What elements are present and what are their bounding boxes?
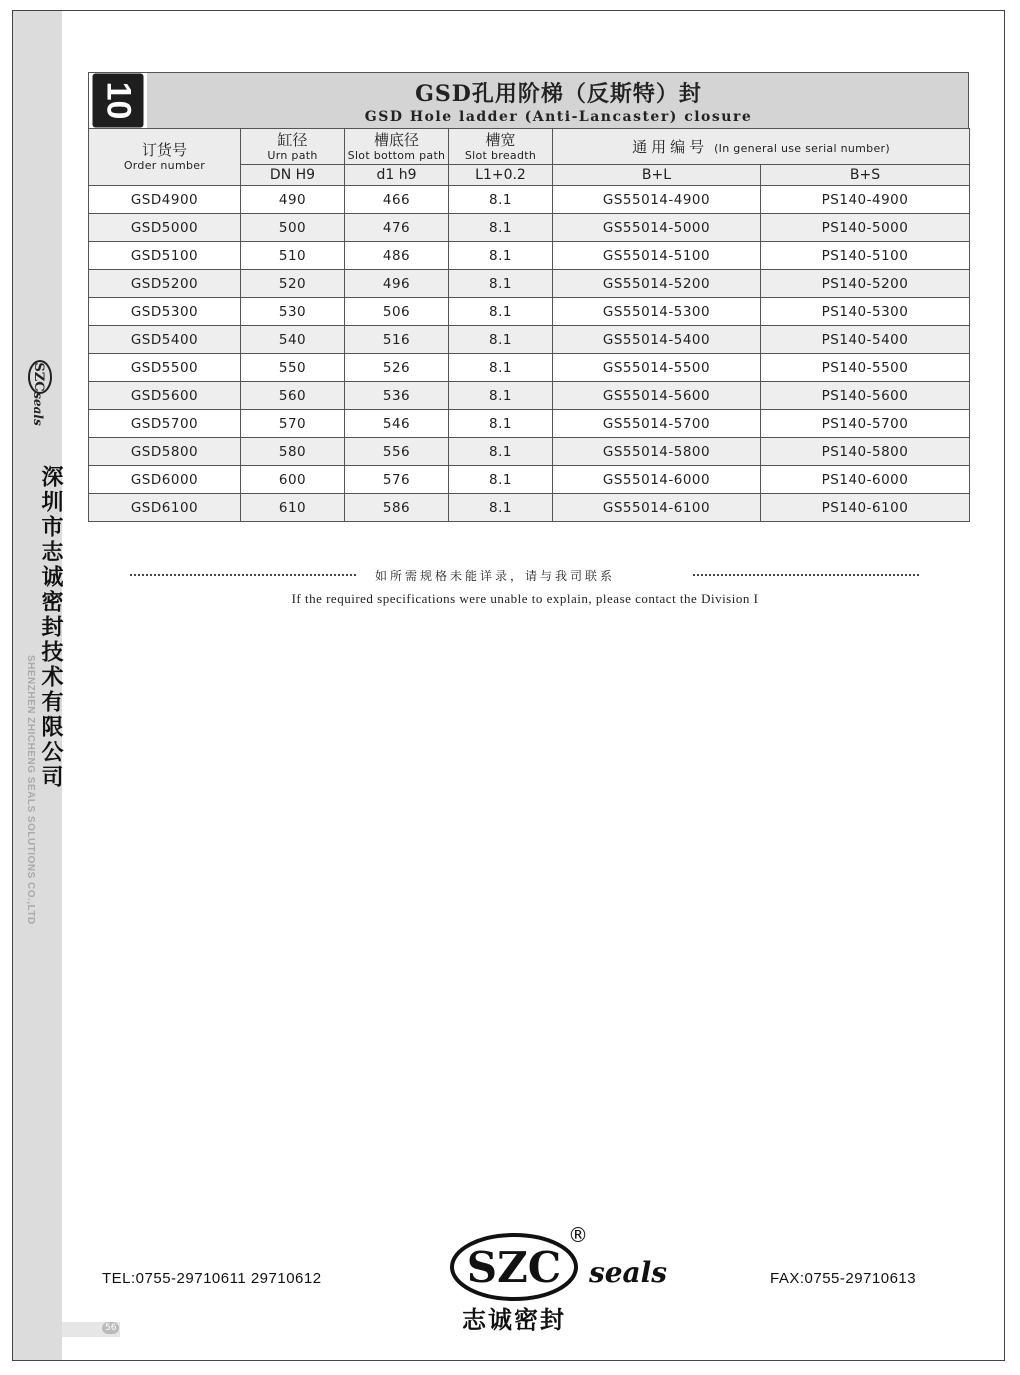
cell-slot-breadth: 8.1 [449, 354, 553, 382]
svg-text:seals: seals [588, 1256, 668, 1289]
cell-slot-breadth: 8.1 [449, 242, 553, 270]
cell-slot-breadth: 8.1 [449, 410, 553, 438]
cell-slot-bottom: 526 [345, 354, 449, 382]
cell-urn-path: 540 [241, 326, 345, 354]
cell-slot-bottom: 476 [345, 214, 449, 242]
col-header-general: 通用编号 (In general use serial number) [553, 129, 970, 165]
table-row [89, 214, 970, 242]
table-row [89, 410, 970, 438]
cell-slot-bottom: 556 [345, 438, 449, 466]
title-cn: GSD孔用阶梯（反斯特）封 [415, 81, 702, 107]
svg-text:SZC: SZC [466, 1243, 562, 1292]
note-dots-left [130, 574, 356, 576]
col-header-slot-breadth: 槽宽 Slot breadth [449, 129, 553, 165]
cell-general-bl: GS55014-5200 [553, 270, 761, 298]
note-cn: 如所需规格未能详录，请与我司联系 [375, 569, 616, 583]
table-row [89, 354, 970, 382]
cell-general-bl: GS55014-6000 [553, 466, 761, 494]
cell-order-number: GSD5000 [89, 214, 241, 242]
cell-slot-breadth: 8.1 [449, 326, 553, 354]
cell-order-number: GSD5700 [89, 410, 241, 438]
col-header-urn: 缸径 Urn path [241, 129, 345, 165]
cell-urn-path: 490 [241, 186, 345, 214]
cell-slot-bottom: 486 [345, 242, 449, 270]
cell-general-bl: GS55014-5600 [553, 382, 761, 410]
spec-table-body [89, 186, 970, 522]
cell-general-bl: GS55014-5500 [553, 354, 761, 382]
cell-general-bs: PS140-5700 [761, 410, 970, 438]
unit-slot-bottom: d1 h9 [345, 165, 449, 186]
cell-general-bs: PS140-6000 [761, 466, 970, 494]
cell-general-bs: PS140-5200 [761, 270, 970, 298]
unit-slot-breadth: L1+0.2 [449, 165, 553, 186]
cell-general-bs: PS140-5800 [761, 438, 970, 466]
cell-order-number: GSD5300 [89, 298, 241, 326]
table-row [89, 438, 970, 466]
side-company-name: 深圳市志诚密封技术有限公司 [38, 465, 64, 790]
footer-brand-logo [448, 1220, 678, 1340]
table-row [89, 186, 970, 214]
cell-general-bs: PS140-5400 [761, 326, 970, 354]
col-header-slot-bottom: 槽底径 Slot bottom path [345, 129, 449, 165]
table-row [89, 242, 970, 270]
svg-text:SZC: SZC [31, 362, 46, 392]
cell-general-bs: PS140-5100 [761, 242, 970, 270]
spec-table [88, 128, 970, 522]
unit-bl: B+L [553, 165, 761, 186]
cell-urn-path: 560 [241, 382, 345, 410]
cell-general-bl: GS55014-5700 [553, 410, 761, 438]
footer-tel: TEL:0755-29710611 29710612 [102, 1270, 322, 1287]
cell-order-number: GSD5600 [89, 382, 241, 410]
cell-slot-breadth: 8.1 [449, 466, 553, 494]
svg-text:志诚密封: 志诚密封 [462, 1305, 566, 1334]
cell-slot-breadth: 8.1 [449, 186, 553, 214]
cell-slot-breadth: 8.1 [449, 270, 553, 298]
cell-urn-path: 520 [241, 270, 345, 298]
section-number-block [89, 73, 147, 128]
cell-order-number: GSD5400 [89, 326, 241, 354]
cell-general-bl: GS55014-5000 [553, 214, 761, 242]
cell-urn-path: 570 [241, 410, 345, 438]
table-row [89, 298, 970, 326]
cell-general-bl: GS55014-5800 [553, 438, 761, 466]
cell-order-number: GSD4900 [89, 186, 241, 214]
footer-fax: FAX:0755-29710613 [770, 1270, 917, 1287]
cell-general-bl: GS55014-4900 [553, 186, 761, 214]
cell-order-number: GSD5800 [89, 438, 241, 466]
cell-slot-breadth: 8.1 [449, 298, 553, 326]
cell-urn-path: 550 [241, 354, 345, 382]
table-row [89, 270, 970, 298]
cell-urn-path: 580 [241, 438, 345, 466]
cell-urn-path: 510 [241, 242, 345, 270]
table-row [89, 382, 970, 410]
cell-slot-bottom: 496 [345, 270, 449, 298]
cell-slot-bottom: 576 [345, 466, 449, 494]
title-en: GSD Hole ladder (Anti-Lancaster) closure [364, 109, 753, 125]
section-number: 10 [93, 74, 144, 128]
table-row [89, 466, 970, 494]
cell-slot-breadth: 8.1 [449, 438, 553, 466]
cell-general-bl: GS55014-6100 [553, 494, 761, 522]
note-dots-right [693, 574, 919, 576]
section-header [88, 72, 969, 129]
col-header-order: 订货号 Order number [89, 129, 241, 186]
cell-urn-path: 530 [241, 298, 345, 326]
cell-slot-bottom: 536 [345, 382, 449, 410]
cell-general-bs: PS140-5000 [761, 214, 970, 242]
svg-text:®: ® [568, 1223, 588, 1247]
cell-order-number: GSD5500 [89, 354, 241, 382]
cell-slot-breadth: 8.1 [449, 382, 553, 410]
cell-urn-path: 500 [241, 214, 345, 242]
cell-slot-bottom: 546 [345, 410, 449, 438]
cell-slot-bottom: 466 [345, 186, 449, 214]
cell-order-number: GSD5200 [89, 270, 241, 298]
cell-order-number: GSD6000 [89, 466, 241, 494]
unit-bs: B+S [761, 165, 970, 186]
unit-urn: DN H9 [241, 165, 345, 186]
cell-slot-bottom: 586 [345, 494, 449, 522]
page-number: 56 [102, 1322, 119, 1334]
svg-text:seals: seals [31, 392, 45, 426]
side-company-name-en: SHENZHEN ZHICHENG SEALS SOLUTIONS CO.,LTD [25, 655, 36, 925]
cell-order-number: GSD6100 [89, 494, 241, 522]
cell-general-bs: PS140-5500 [761, 354, 970, 382]
table-row [89, 494, 970, 522]
cell-slot-bottom: 506 [345, 298, 449, 326]
cell-general-bl: GS55014-5400 [553, 326, 761, 354]
side-brand-logo [22, 350, 58, 440]
cell-general-bl: GS55014-5100 [553, 242, 761, 270]
note-en: If the required specifications were unable to explain, please contact the Division I [291, 591, 759, 606]
cell-general-bs: PS140-5300 [761, 298, 970, 326]
page-number-tab [62, 1322, 120, 1337]
cell-slot-bottom: 516 [345, 326, 449, 354]
cell-general-bs: PS140-4900 [761, 186, 970, 214]
cell-general-bs: PS140-6100 [761, 494, 970, 522]
cell-order-number: GSD5100 [89, 242, 241, 270]
cell-urn-path: 600 [241, 466, 345, 494]
cell-slot-breadth: 8.1 [449, 214, 553, 242]
cell-urn-path: 610 [241, 494, 345, 522]
cell-general-bl: GS55014-5300 [553, 298, 761, 326]
cell-slot-breadth: 8.1 [449, 494, 553, 522]
cell-general-bs: PS140-5600 [761, 382, 970, 410]
table-row [89, 326, 970, 354]
